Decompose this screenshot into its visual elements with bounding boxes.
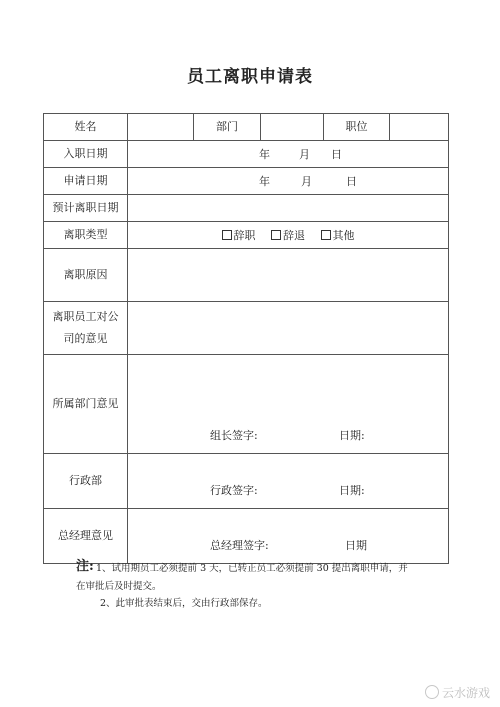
admin-label: 行政部 bbox=[44, 454, 128, 509]
year-label: 年 bbox=[259, 148, 270, 161]
month-label: 月 bbox=[299, 148, 310, 161]
name-label: 姓名 bbox=[44, 114, 128, 141]
admin-field[interactable] bbox=[128, 454, 449, 509]
apply-date-field[interactable] bbox=[128, 168, 449, 195]
gm-label: 总经理意见 bbox=[44, 509, 128, 564]
row-type bbox=[44, 222, 449, 249]
year-label: 年 bbox=[259, 175, 270, 188]
employee-opinion-field[interactable] bbox=[128, 302, 449, 355]
row-reason bbox=[44, 249, 449, 302]
type-option-label: 其他 bbox=[332, 229, 355, 242]
resignation-form-table bbox=[43, 113, 449, 564]
type-option-other[interactable] bbox=[321, 229, 355, 242]
watermark-logo-icon bbox=[425, 685, 439, 699]
notes-line1: 1、试用期员工必须提前 3 天，已转正员工必须提前 30 提出离职申请，并 bbox=[96, 563, 408, 574]
gm-sign-label: 总经理签字: bbox=[210, 539, 269, 552]
dept-label: 部门 bbox=[194, 114, 261, 141]
day-label: 日 bbox=[331, 148, 342, 161]
notes-line3: 2、此审批表结束后，交由行政部保存。 bbox=[100, 598, 268, 609]
type-option-dismiss[interactable] bbox=[271, 229, 305, 242]
row-employee-opinion bbox=[44, 302, 449, 355]
row-dept-opinion bbox=[44, 355, 449, 454]
row-apply-date bbox=[44, 168, 449, 195]
row-expected-date bbox=[44, 195, 449, 222]
dept-opinion-label: 所属部门意见 bbox=[44, 355, 128, 454]
day-label: 日 bbox=[346, 175, 357, 188]
checkbox-icon[interactable] bbox=[222, 230, 232, 240]
entry-date-label: 入职日期 bbox=[44, 141, 128, 168]
checkbox-icon[interactable] bbox=[271, 230, 281, 240]
apply-date-label: 申请日期 bbox=[44, 168, 128, 195]
watermark bbox=[425, 684, 490, 701]
reason-field[interactable] bbox=[128, 249, 449, 302]
row-entry-date bbox=[44, 141, 449, 168]
watermark-text: 云水游戏 bbox=[441, 686, 490, 700]
dept-opinion-field[interactable] bbox=[128, 355, 449, 454]
notes-line2: 在审批后及时提交。 bbox=[76, 581, 162, 592]
admin-sign-label: 行政签字: bbox=[210, 484, 258, 497]
admin-date-label: 日期: bbox=[339, 484, 365, 497]
notes-head: 注: bbox=[76, 559, 94, 574]
position-field[interactable] bbox=[390, 114, 449, 141]
employee-opinion-label bbox=[44, 302, 128, 355]
employee-opinion-label-line1: 离职员工对公 bbox=[52, 310, 119, 323]
checkbox-icon[interactable] bbox=[321, 230, 331, 240]
reason-label: 离职原因 bbox=[44, 249, 128, 302]
row-gm bbox=[44, 509, 449, 564]
gm-field[interactable] bbox=[128, 509, 449, 564]
type-options bbox=[128, 222, 449, 249]
dept-field[interactable] bbox=[261, 114, 324, 141]
page-title: 员工离职申请表 bbox=[187, 67, 313, 87]
leader-date-label: 日期: bbox=[339, 429, 365, 442]
entry-date-field[interactable] bbox=[128, 141, 449, 168]
employee-opinion-label-line2: 司的意见 bbox=[63, 332, 108, 345]
type-option-resign[interactable] bbox=[222, 229, 256, 242]
row-name bbox=[44, 114, 449, 141]
expected-date-field[interactable] bbox=[128, 195, 449, 222]
expected-date-label: 预计离职日期 bbox=[44, 195, 128, 222]
position-label: 职位 bbox=[324, 114, 390, 141]
type-label: 离职类型 bbox=[44, 222, 128, 249]
month-label: 月 bbox=[301, 175, 312, 188]
type-option-label: 辞退 bbox=[283, 229, 305, 242]
row-admin bbox=[44, 454, 449, 509]
name-field[interactable] bbox=[128, 114, 194, 141]
type-option-label: 辞职 bbox=[233, 229, 256, 242]
gm-date-label: 日期 bbox=[345, 539, 367, 552]
leader-sign-label: 组长签字: bbox=[210, 429, 258, 442]
